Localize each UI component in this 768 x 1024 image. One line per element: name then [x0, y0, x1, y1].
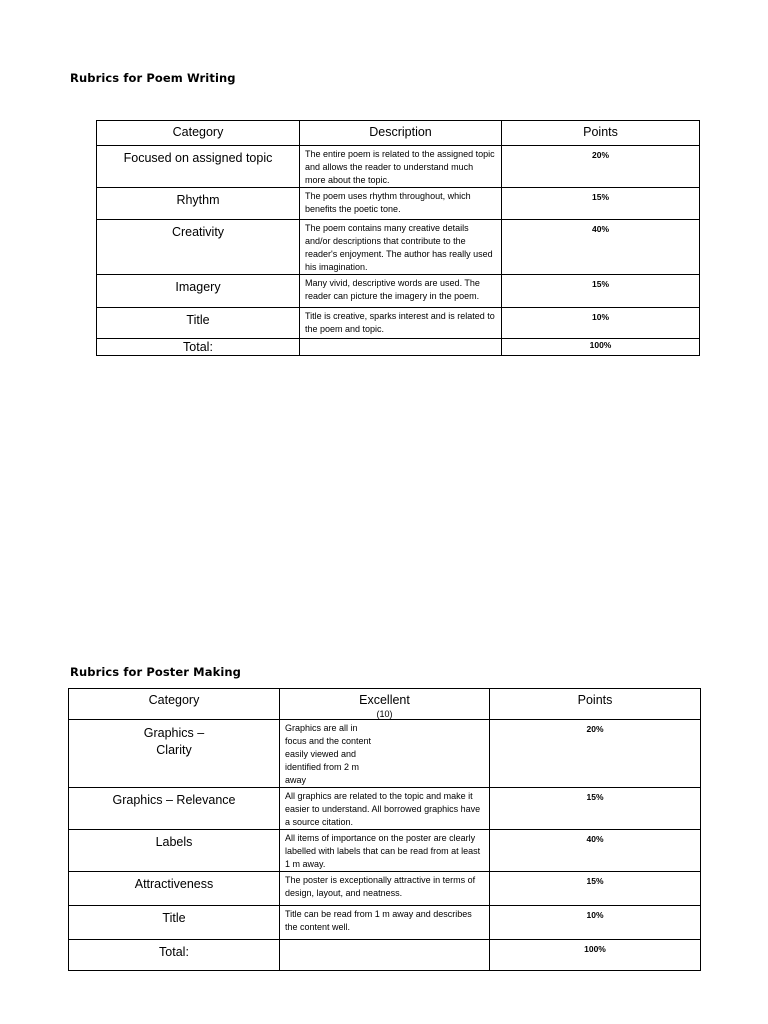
row-points: 15%: [502, 275, 700, 308]
row-category: Attractiveness: [69, 872, 280, 906]
poem-rubric-table: [96, 120, 700, 356]
row-category: Imagery: [97, 275, 300, 308]
table-header-row: [97, 121, 700, 146]
table-row: [69, 830, 701, 872]
row-points: 40%: [490, 830, 701, 872]
table-total-row: [97, 339, 700, 356]
row-points: 20%: [502, 146, 700, 188]
row-description: All items of importance on the poster are clearly labelled with labels that can be read from at least 1 m away.: [280, 830, 490, 872]
total-label: Total:: [69, 940, 280, 971]
table-row: [97, 146, 700, 188]
row-description: Many vivid, descriptive words are used. The reader can picture the imagery in the poem.: [300, 275, 502, 308]
row-points: 15%: [490, 788, 701, 830]
poster-rubric-heading: Rubrics for Poster Making: [70, 665, 241, 679]
total-label: Total:: [97, 339, 300, 356]
row-points: 10%: [502, 308, 700, 339]
table-row: [97, 308, 700, 339]
row-category: Creativity: [97, 220, 300, 275]
header-description: Description: [300, 121, 502, 146]
header-points: Points: [490, 689, 701, 720]
row-description: All graphics are related to the topic and make it easier to understand. All borrowed graphics have a source citation.: [280, 788, 490, 830]
row-category: Labels: [69, 830, 280, 872]
row-points: 15%: [502, 188, 700, 220]
table-row: [69, 720, 701, 788]
total-description: [280, 940, 490, 971]
row-description: The poster is exceptionally attractive in terms of design, layout, and neatness.: [280, 872, 490, 906]
header-excellent: [280, 689, 490, 720]
header-category: Category: [69, 689, 280, 720]
poster-rubric-table: [68, 688, 701, 971]
row-description: The entire poem is related to the assigned topic and allows the reader to understand much more about the topic.: [300, 146, 502, 188]
row-category: Focused on assigned topic: [97, 146, 300, 188]
row-category: Title: [69, 906, 280, 940]
table-total-row: [69, 940, 701, 971]
header-excellent-label: Excellent: [359, 693, 410, 707]
total-points: 100%: [490, 940, 701, 971]
row-description: Title can be read from 1 m away and describes the content well.: [280, 906, 490, 940]
table-row: [97, 275, 700, 308]
row-category: Graphics – Clarity: [69, 720, 280, 788]
total-points: 100%: [502, 339, 700, 356]
row-category: Rhythm: [97, 188, 300, 220]
row-points: 20%: [490, 720, 701, 788]
row-description: Title is creative, sparks interest and is related to the poem and topic.: [300, 308, 502, 339]
row-category: Graphics – Relevance: [69, 788, 280, 830]
table-row: [69, 788, 701, 830]
table-row: [69, 872, 701, 906]
table-row: [97, 188, 700, 220]
header-points: Points: [502, 121, 700, 146]
table-header-row: [69, 689, 701, 720]
table-row: [97, 220, 700, 275]
poem-rubric-heading: Rubrics for Poem Writing: [70, 71, 236, 85]
row-points: 40%: [502, 220, 700, 275]
row-category: Title: [97, 308, 300, 339]
row-description: The poem contains many creative details and/or descriptions that contribute to the reader's enjoyment. The author has really used his imagination.: [300, 220, 502, 275]
header-category: Category: [97, 121, 300, 146]
total-description: [300, 339, 502, 356]
row-points: 10%: [490, 906, 701, 940]
row-points: 15%: [490, 872, 701, 906]
row-description: Graphics are all in focus and the content easily viewed and identified from 2 m away: [280, 720, 490, 788]
table-row: [69, 906, 701, 940]
row-description: The poem uses rhythm throughout, which benefits the poetic tone.: [300, 188, 502, 220]
header-excellent-score: (10): [376, 709, 393, 719]
